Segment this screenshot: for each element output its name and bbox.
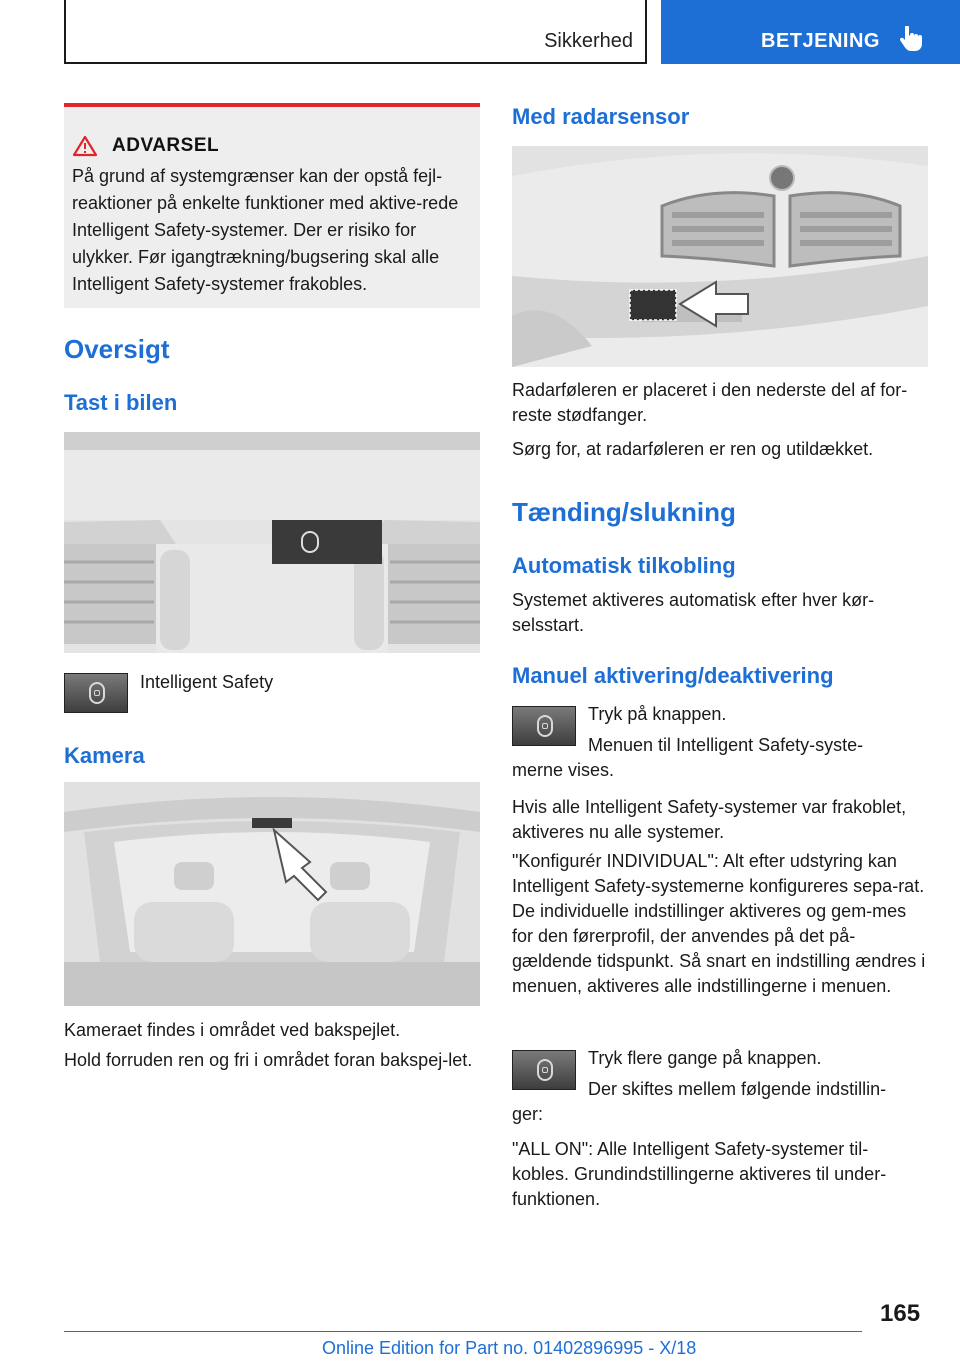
header-chapter-title: BETJENING [761, 30, 880, 52]
intelligent-safety-button-icon [64, 673, 128, 713]
heading-tast-i-bilen: Tast i bilen [64, 390, 178, 415]
figure-dashboard-button [64, 432, 480, 653]
footer-divider [64, 1331, 862, 1332]
header-chapter-tab [661, 0, 960, 64]
radar-paragraph-1: Radarføleren er placeret i den nederste del af for-reste stødfanger. [512, 380, 908, 425]
heading-manuel-aktivering: Manuel aktivering/deaktivering [512, 663, 834, 688]
warning-box [64, 103, 480, 308]
manuel-paragraph-2: "Konfigurér INDIVIDUAL": Alt efter udstyring kan Intelligent Safety-systemerne konfigureres sepa-rat. De individuelle indstillinger aktiveres og gem-mes for den førerprofil, der anvendes på det på-gældende tidspunkt. Så snart en indstilling ændres i menuen, aktiveres alle indstillingerne i menuen. [512, 851, 926, 996]
footer-edition: Online Edition for Part no. 01402896995 - X/18 [322, 1338, 697, 1358]
header-section-title: Sikkerhed [544, 30, 633, 52]
radar-paragraph-2: Sørg for, at radarføleren er ren og utildækket. [512, 439, 874, 459]
header-section-box [64, 0, 647, 64]
manuel-step-1: Tryk på knappen. [588, 704, 727, 724]
heading-oversigt: Oversigt [64, 334, 170, 364]
button-caption-intelligent-safety: Intelligent Safety [140, 672, 274, 692]
heading-taending-slukning: Tænding/slukning [512, 497, 736, 527]
heading-med-radarsensor: Med radarsensor [512, 104, 690, 129]
all-on-paragraph: "ALL ON": Alle Intelligent Safety-systemer til-kobles. Grundindstillingerne aktiveres til under-funktionen. [512, 1139, 887, 1209]
warning-title: ADVARSEL [112, 135, 220, 156]
step-2: Tryk flere gange på knappen. [588, 1048, 822, 1068]
manuel-paragraph-1: Hvis alle Intelligent Safety-systemer var frakoblet, aktiveres nu alle systemer. [512, 797, 907, 842]
kamera-paragraph-1: Kameraet findes i området ved bakspejlet. [64, 1020, 401, 1040]
auto-paragraph: Systemet aktiveres automatisk efter hver kør-selsstart. [512, 590, 875, 635]
kamera-paragraph-2: Hold forruden ren og fri i området foran bakspej-let. [64, 1050, 473, 1070]
step-2-result: Der skiftes mellem følgende indstillin-ger: [512, 1079, 887, 1124]
manuel-step-1-result: Menuen til Intelligent Safety-syste-merne vises. [512, 735, 864, 780]
warning-triangle-icon [72, 135, 98, 157]
figure-radar-sensor [512, 146, 928, 367]
warning-body: På grund af systemgrænser kan der opstå fejl-reaktioner på enkelte funktioner med aktive-rede Intelligent Safety-systemer. Der er risiko for ulykker. Før igangtrækning/bugsering skal alle Intelligent Safety-systemer frakobles. [72, 166, 459, 294]
page-number: 165 [880, 1300, 921, 1327]
hand-pointer-icon [899, 26, 923, 52]
figure-camera-location [64, 782, 480, 1006]
heading-automatisk-tilkobling: Automatisk tilkobling [512, 553, 736, 578]
heading-kamera: Kamera [64, 743, 145, 768]
